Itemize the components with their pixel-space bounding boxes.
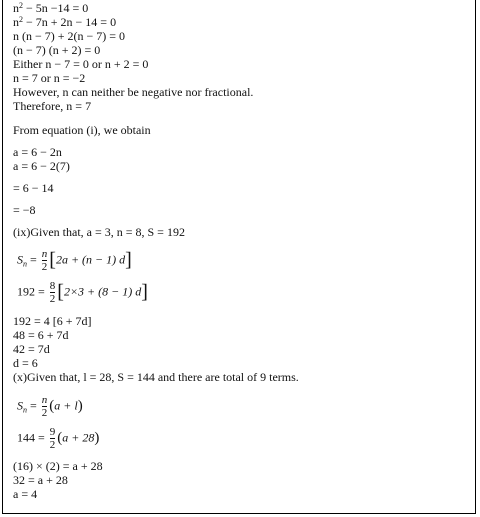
line-16x2: (16) × (2) = a + 28	[13, 459, 103, 473]
line-split-middle: $n^2 - 7n + 2n - 14 = 0$	[13, 15, 117, 29]
line-a-subst: a = 6 − 2(7)	[13, 159, 70, 173]
line-42: 42 = 7d	[13, 342, 50, 356]
line-d: d = 6	[13, 356, 38, 370]
line-a-result: = −8	[13, 203, 36, 217]
line-roots: n = 7 or n = −2	[13, 71, 86, 85]
line-part-x: (x)Given that, l = 28, S = 144 and there are total of 9 terms.	[13, 370, 299, 384]
line-a4: a = 4	[13, 487, 38, 501]
solution-page	[2, 0, 476, 514]
line-32: 32 = a + 28	[13, 473, 68, 487]
equation-sum-substituted: 192 = $\frac{8}{2}$ [2×3 + (8 − 1) d]	[17, 280, 148, 305]
line-however: However, n can neither be negative nor fractional.	[13, 85, 254, 99]
line-part-ix: (ix)Given that, a = 3, n = 8, S = 192	[13, 225, 185, 239]
line-48: 48 = 6 + 7d	[13, 328, 69, 342]
equation-sum-formula: $S_n$ = $\frac{n}{2}$ [2a + (n − 1) d]	[17, 248, 132, 273]
line-from-equation: From equation (i), we obtain	[13, 123, 151, 137]
line-a-step: = 6 − 14	[13, 181, 54, 195]
line-factored: (n − 7) (n + 2) = 0	[13, 43, 101, 57]
fraction: $\frac{n}{2}$	[41, 248, 48, 273]
fraction: $\frac{9}{2}$	[49, 426, 56, 451]
line-a-formula: a = 6 − 2n	[13, 145, 62, 159]
line-quadratic: $n^2 - 5n -14 = 0$	[13, 1, 89, 15]
line-either: Either n − 7 = 0 or n + 2 = 0	[13, 57, 149, 71]
line-factor-group: n (n − 7) + 2(n − 7) = 0	[13, 29, 126, 43]
line-192: 192 = 4 [6 + 7d]	[13, 314, 92, 328]
line-therefore: Therefore, n = 7	[13, 99, 92, 113]
equation-sum-last-term: $S_n$ = $\frac{n}{2}$ (a + l)	[17, 394, 83, 419]
fraction: $\frac{n}{2}$	[41, 394, 48, 419]
equation-sum-last-substituted: 144 = $\frac{9}{2}$ (a + 28)	[17, 426, 100, 451]
fraction: $\frac{8}{2}$	[49, 280, 56, 305]
